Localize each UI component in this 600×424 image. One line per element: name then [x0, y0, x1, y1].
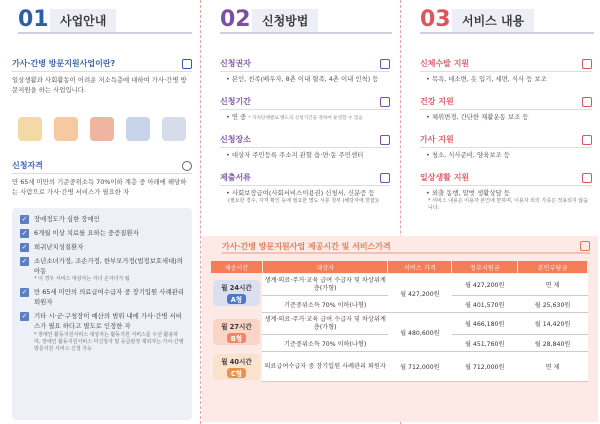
housework-title: 가사 지원 — [420, 135, 454, 144]
table-title: 가사·간병 방문지원사업 제공시간 및 서비스가격 — [222, 241, 391, 251]
eligibility-list — [12, 208, 192, 420]
docs-title: 제출서류 — [220, 173, 251, 182]
health-title: 건강 지원 — [420, 97, 454, 106]
vacuum-icon — [582, 135, 592, 145]
health-section — [420, 96, 592, 122]
check-icon: ✓ — [21, 287, 28, 296]
daily-life-text: • 외출 동행, 말벗 생활상담 등 — [426, 189, 592, 198]
header-cell: 본인부담금 — [518, 261, 588, 274]
pills-icon — [582, 97, 592, 107]
table-row — [211, 313, 588, 335]
section-title: 서비스 내용 — [452, 9, 534, 32]
period-section — [220, 96, 390, 123]
section-business-info — [0, 0, 198, 424]
table-row — [211, 352, 588, 382]
daily-life-section — [420, 172, 592, 212]
grade-c: 월 40시간 C형 — [213, 354, 261, 380]
table-header-row — [211, 261, 588, 274]
item-note: * 이 경우 서비스 대상자는 자녀 손자녀가 됨 — [34, 276, 130, 282]
table-cell: 월 712,000원 — [452, 352, 518, 382]
daily-life-note: * 서비스 내용은 이용자 본인에 한하며, 이용자 외의 가족은 적용되지 않습니다. — [428, 198, 589, 211]
price-table-panel — [202, 236, 598, 422]
list-item: ✓ 희귀난치성질환자 — [21, 242, 84, 251]
list-item: ✓ 기타 시·군·구청장이 예산의 범위 내에 가사·간병 서비스가 필요 하다고 별도로 인정한 자 — [21, 311, 182, 330]
divider-1 — [200, 0, 201, 424]
chat-icon — [582, 173, 592, 183]
price-table — [210, 260, 588, 382]
applicant-text: • 본인, 친족(배우자, 8촌 이내 혈족, 4촌 이내 인척) 등 — [226, 75, 390, 84]
eligibility-title: 신청자격 — [12, 161, 43, 170]
section-title: 사업안내 — [50, 9, 116, 32]
place-section — [220, 134, 390, 160]
body-care-section — [420, 58, 592, 84]
list-item: ✓ 소년소녀가정, 조손가정, 한부모가정(법정보호세대)의 아동 — [21, 256, 183, 275]
table-cell: 기준중위소득 70% 이하(나형) — [262, 296, 388, 313]
period-text: 연 중 — [231, 113, 247, 121]
what-text: 일상생활과 사회활동이 어려운 저소득층에 대하여 가사·간병 방문지원을 하는 사업입니다. — [12, 76, 187, 94]
header-cell: 서비스 가격 — [388, 261, 452, 274]
iron-icon — [90, 117, 114, 141]
table-cell: 생계·의료·주거·교육 급여 수급자 및 차상위계층(가형) — [262, 313, 388, 335]
list-item: ✓ 만 65세 미만의 의료급여수급자 중 장기입원 사례관리 퇴원자 — [21, 287, 184, 306]
table-cell: 월 427,200원 — [452, 274, 518, 296]
place-text: • 대상자 주민등록 주소지 관할 읍·면·동 주민센터 — [226, 151, 390, 160]
body-care-text: • 목욕, 대소변, 옷 입기, 세면, 식사 등 보조 — [426, 75, 592, 84]
search-icon — [182, 161, 192, 171]
table-cell: 월 480,600원 — [388, 313, 452, 352]
header-cell: 제공시간 — [211, 261, 263, 274]
body-care-title: 신체수발 지원 — [420, 59, 470, 68]
header-cell: 대상자 — [262, 261, 388, 274]
table-cell: 월 401,570원 — [452, 296, 518, 313]
what-title: 가사·간병 방문지원사업이란? — [12, 59, 116, 68]
section-title: 신청방법 — [252, 9, 318, 32]
person-icon — [380, 59, 390, 69]
table-cell: 월 466,180원 — [452, 313, 518, 335]
table-cell: 월 427,200원 — [388, 274, 452, 313]
table-cell: 월 14,420원 — [518, 313, 588, 335]
cooking-icon — [54, 117, 78, 141]
list-item: ✓ 장애정도가 심한 장애인 — [21, 214, 100, 223]
cleaning-icon — [18, 117, 42, 141]
health-text: • 체위변경, 간단한 재활운동 보조 등 — [426, 113, 592, 122]
table-cell: 기준중위소득 70% 이하(나형) — [262, 335, 388, 352]
section-number: 03 — [420, 7, 451, 32]
list-item: ✓ 6개월 이상 치료를 요하는 중증질환자 — [21, 228, 139, 237]
document-icon — [380, 173, 390, 183]
docs-section — [220, 172, 390, 205]
header-cell: 정부지원금 — [452, 261, 518, 274]
house-icon — [182, 59, 192, 69]
table-cell: 월 25,630원 — [518, 296, 588, 313]
building-icon — [380, 135, 390, 145]
eligibility-text: 만 65세 미만의 기준중위소득 70%이하 계층 중 아래에 해당하는 사람으로 가사·간병 서비스가 필요한 자 — [12, 178, 187, 196]
calculator-icon — [580, 241, 590, 251]
check-icon: ✓ — [21, 228, 28, 237]
item-note: * 장애인 활동지원서비스 대상자는 활동지원 서비스를 우선 활용하며, 장애인 활동지원서비스 미신청자 및 등급판정 제외자는 가사·간병 방문지원 서비스 신청 가능 — [34, 332, 184, 352]
what-section — [12, 58, 192, 95]
section-number: 01 — [18, 7, 49, 32]
section-header — [220, 8, 392, 34]
eligibility-section — [12, 160, 192, 197]
illustration — [12, 112, 192, 146]
check-icon: ✓ — [21, 256, 28, 265]
period-note: * 자치단체별로 별도의 신청기간을 정하여 운영할 수 있음 — [248, 116, 363, 121]
grade-b: 월 27시간 B형 — [213, 319, 261, 345]
grade-a: 월 24시간 A형 — [213, 280, 261, 306]
table-cell: 면 제 — [518, 352, 588, 382]
table-cell: 월 28,840원 — [518, 335, 588, 352]
housework-section — [420, 134, 592, 160]
table-cell: 의료급여수급자 중 장기입원 사례관리 퇴원자 — [262, 352, 388, 382]
section-number: 02 — [220, 7, 251, 32]
check-icon: ✓ — [21, 242, 28, 251]
section-header — [420, 8, 594, 34]
table-cell: 월 712,000원 — [388, 352, 452, 382]
housework-text: • 청소, 식사준비, 양육보조 등 — [426, 151, 592, 160]
bathtub-icon — [162, 117, 186, 141]
docs-note: (필요한 경우, 자격 확인 등에 필요한 별도 서류 청부 (해당자에 한함)) — [228, 198, 379, 204]
hand-icon — [582, 59, 592, 69]
applicant-title: 신청권자 — [220, 59, 251, 68]
calendar-icon — [380, 97, 390, 107]
table-row — [211, 274, 588, 296]
table-cell: 생계·의료·주거·교육 급여 수급자 및 차상위계층(가형) — [262, 274, 388, 296]
section-header — [18, 8, 192, 34]
check-icon: ✓ — [21, 214, 28, 223]
docs-text: • 사회보장급여(사회서비스이용권) 신청서, 신분증 등 — [226, 189, 390, 198]
period-title: 신청기간 — [220, 97, 251, 106]
table-cell: 월 451,760원 — [452, 335, 518, 352]
washing-machine-icon — [126, 117, 150, 141]
place-title: 신청장소 — [220, 135, 251, 144]
check-icon: ✓ — [21, 311, 28, 320]
table-cell: 면 제 — [518, 274, 588, 296]
applicant-section — [220, 58, 390, 84]
daily-life-title: 일상생활 지원 — [420, 173, 470, 182]
